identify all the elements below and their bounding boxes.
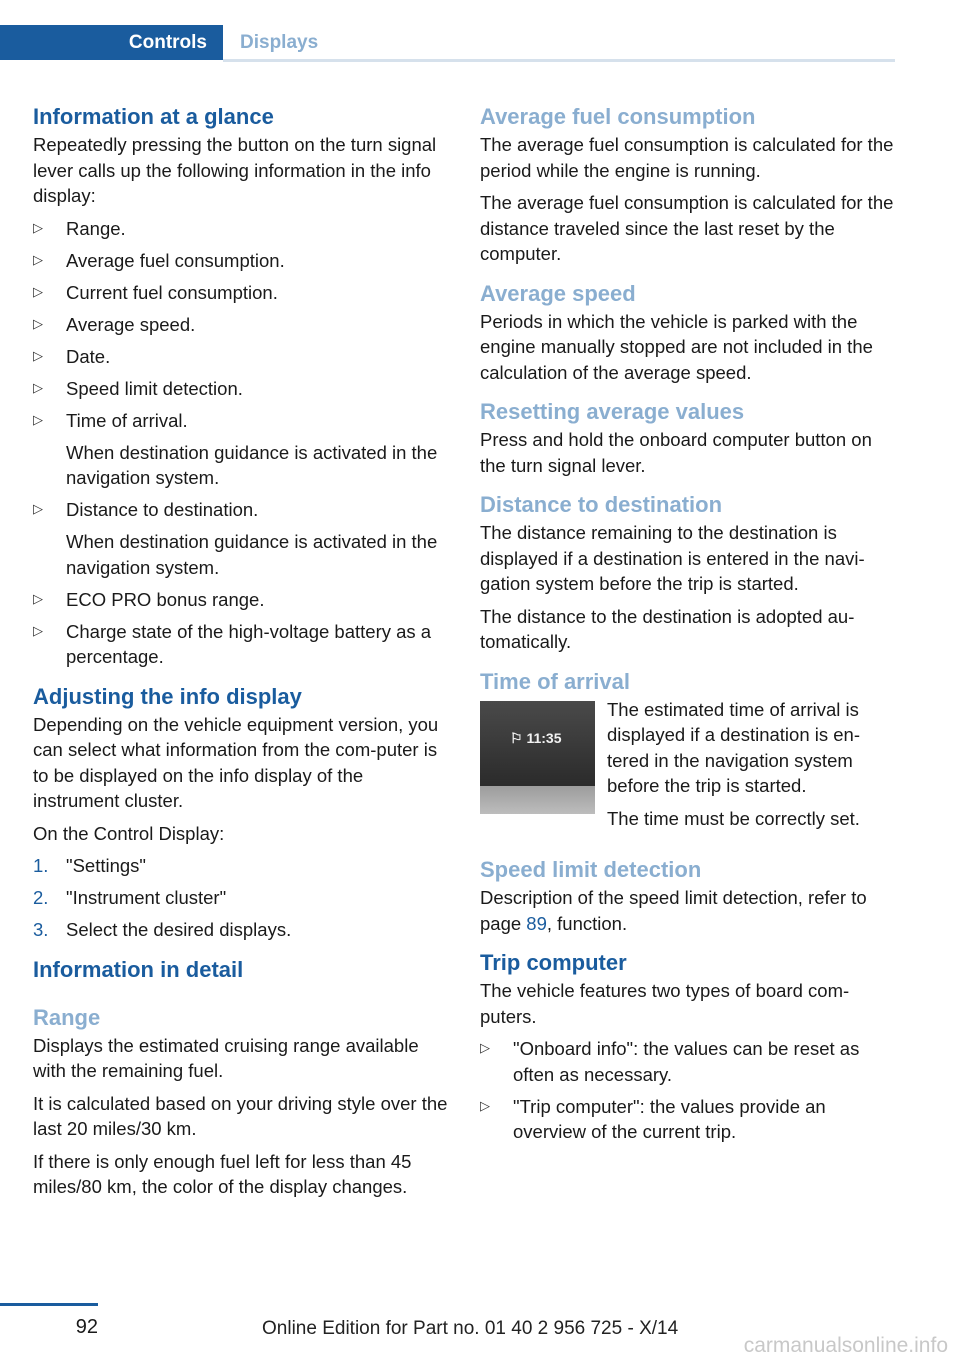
page-number: 92 bbox=[75, 1316, 98, 1338]
avg-speed-heading: Average speed bbox=[480, 280, 636, 306]
avg-speed-paragraph: Periods in which the vehicle is parked with the engine manually stopped are not included in the calculation of the average speed. bbox=[480, 310, 873, 383]
arrival-paragraph: The estimated time of arrival is displayed if a destination is en-tered in the navigation system before the trip is started. bbox=[607, 698, 860, 796]
avg-fuel-section bbox=[480, 102, 897, 267]
adjust-heading: Adjusting the info display bbox=[33, 683, 302, 709]
detail-heading: Information in detail bbox=[33, 956, 244, 982]
list-item: ▷ Date. bbox=[33, 344, 451, 370]
arrival-paragraph: The time must be correctly set. bbox=[607, 807, 860, 829]
step-item: 3. Select the desired displays. bbox=[33, 919, 292, 940]
edition-footer: Online Edition for Part no. 01 40 2 956 725 - X/14 bbox=[262, 1318, 679, 1339]
list-item: ▷ "Trip computer": the values provide an overview of the current trip. bbox=[480, 1094, 897, 1145]
list-item: ▷ Average speed. bbox=[33, 312, 451, 338]
list-item: ▷ Speed limit detection. bbox=[33, 376, 451, 402]
reset-paragraph: Press and hold the onboard computer button on the turn signal lever. bbox=[480, 429, 872, 476]
speed-limit-paragraph: Description of the speed limit detection, refer to page 89, function. bbox=[480, 887, 867, 934]
distance-heading: Distance to destination bbox=[480, 492, 723, 517]
step-item: 2. "Instrument cluster" bbox=[33, 887, 227, 908]
list-item: ▷ Time of arrival. When destination guidance is activated in the navigation system. bbox=[33, 408, 451, 491]
display-bottom-strip bbox=[480, 786, 595, 814]
detail-section bbox=[33, 955, 451, 1200]
arrival-text bbox=[607, 697, 897, 832]
page-number-bar bbox=[0, 1303, 98, 1306]
left-column bbox=[33, 102, 451, 1207]
list-item: ▷ ECO PRO bonus range. bbox=[33, 587, 451, 613]
adjust-section bbox=[33, 682, 451, 943]
trip-section bbox=[480, 948, 897, 1145]
list-item: ▷ Range. bbox=[33, 216, 451, 242]
tab-controls[interactable]: Controls bbox=[0, 25, 223, 60]
tab-underline bbox=[223, 59, 895, 62]
reset-heading: Resetting average values bbox=[480, 399, 745, 424]
list-item: ▷ Distance to destination. When destination guidance is activated in the navigation system. bbox=[33, 497, 451, 580]
glance-heading: Information at a glance bbox=[33, 104, 274, 129]
arrival-section bbox=[480, 667, 897, 832]
range-heading: Range bbox=[33, 1004, 101, 1030]
page-link[interactable]: 89 bbox=[526, 912, 547, 934]
glance-intro: Repeatedly pressing the button on the turn signal lever calls up the following information in the info display: bbox=[33, 134, 437, 206]
range-paragraph: It is calculated based on your driving style over the last 20 miles/30 km. bbox=[33, 1092, 448, 1139]
arrival-display-image bbox=[480, 701, 595, 814]
trip-paragraph: The vehicle features two types of board com-puters. bbox=[480, 980, 850, 1027]
range-paragraph: If there is only enough fuel left for less than 45 miles/80 km, the color of the display changes. bbox=[33, 1150, 412, 1197]
trip-heading: Trip computer bbox=[480, 950, 627, 975]
glance-section bbox=[33, 102, 451, 670]
list-item: ▷ Current fuel consumption. bbox=[33, 280, 451, 306]
distance-section bbox=[480, 490, 897, 655]
distance-paragraph: The distance remaining to the destination is displayed if a destination is entered in the navi-gation system before the trip is started. bbox=[480, 522, 865, 594]
step-item: 1. "Settings" bbox=[33, 855, 146, 876]
speed-limit-section bbox=[480, 855, 897, 936]
arrival-heading: Time of arrival bbox=[480, 668, 630, 694]
distance-paragraph: The distance to the destination is adopted au-tomatically. bbox=[480, 605, 855, 652]
list-item-note: When destination guidance is activated in the navigation system. bbox=[66, 531, 438, 578]
speed-limit-heading: Speed limit detection bbox=[480, 857, 702, 882]
avg-fuel-paragraph: The average fuel consumption is calculated for the period while the engine is running. bbox=[480, 134, 894, 181]
watermark: carmanualsonline.info bbox=[743, 1334, 948, 1357]
tab-displays[interactable]: Displays bbox=[240, 31, 319, 53]
list-item-note: When destination guidance is activated in the navigation system. bbox=[66, 441, 438, 488]
adjust-paragraph: Depending on the vehicle equipment version, you can select what information from the com-puter is to be displayed on the info display of the instrument cluster. bbox=[33, 713, 439, 811]
list-item: ▷ Charge state of the high-voltage battery as a percentage. bbox=[33, 619, 451, 670]
avg-speed-section bbox=[480, 279, 897, 386]
glance-list bbox=[33, 216, 451, 670]
flag-icon: ⚐ bbox=[510, 729, 527, 746]
adjust-control-display: On the Control Display: bbox=[33, 822, 225, 844]
range-paragraph: Displays the estimated cruising range available with the remaining fuel. bbox=[33, 1034, 419, 1081]
trip-list bbox=[480, 1036, 897, 1145]
avg-fuel-paragraph: The average fuel consumption is calculated for the distance traveled since the last reset by the computer. bbox=[480, 192, 894, 264]
arrival-body bbox=[480, 697, 897, 832]
adjust-steps bbox=[33, 853, 451, 943]
right-column bbox=[480, 102, 897, 1151]
arrival-time-readout: ⚐ 11:35 bbox=[510, 729, 562, 746]
section-tabs bbox=[0, 25, 895, 60]
avg-fuel-heading: Average fuel consumption bbox=[480, 104, 756, 129]
list-item: ▷ Average fuel consumption. bbox=[33, 248, 451, 274]
reset-section bbox=[480, 397, 897, 478]
list-item: ▷ "Onboard info": the values can be reset as often as necessary. bbox=[480, 1036, 897, 1087]
